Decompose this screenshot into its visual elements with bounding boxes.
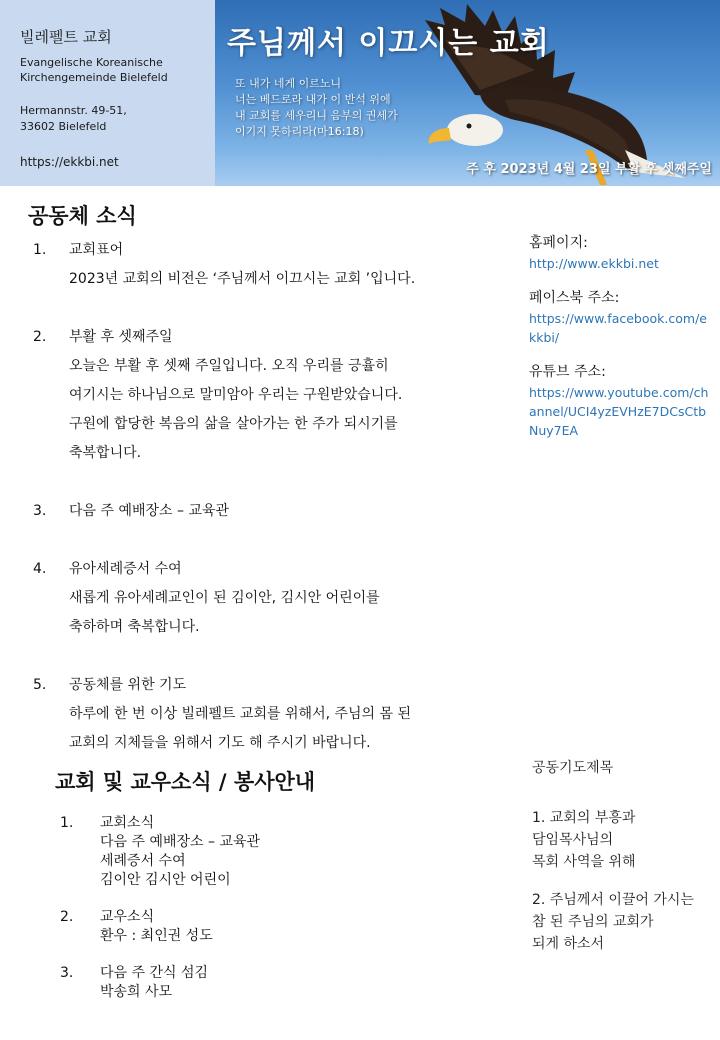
item-number: 1. bbox=[33, 242, 47, 258]
item-text: 교우소식 환우 : 최인권 성도 bbox=[100, 909, 213, 944]
homepage-link[interactable]: http://www.ekkbi.net bbox=[529, 256, 659, 271]
prayer-item: 2. 주님께서 이끌어 가시는 참 된 주님의 교회가 되게 하소서 bbox=[532, 892, 694, 952]
item-body: 새롭게 유아세례교인이 된 김이안, 김시안 어린이를 축하하며 축복합니다. bbox=[69, 590, 380, 635]
item-number: 1. bbox=[60, 815, 74, 831]
prayer-item: 1. 교회의 부흥과 담임목사님의 목회 사역을 위해 bbox=[532, 810, 636, 870]
item-number: 3. bbox=[33, 503, 47, 519]
item-text: 교회소식 다음 주 예배장소 – 교육관 세례증서 수여 김이안 김시안 어린이 bbox=[100, 815, 261, 888]
list-item bbox=[60, 964, 460, 1002]
prayer-requests bbox=[532, 757, 717, 971]
item-heading: 부활 후 셋째주일 bbox=[69, 329, 173, 345]
item-heading: 다음 주 예배장소 – 교육관 bbox=[69, 503, 230, 519]
list-item bbox=[60, 908, 460, 946]
list-item bbox=[60, 814, 460, 890]
item-number: 3. bbox=[60, 965, 74, 981]
homepage-label: 홈페이지: bbox=[529, 235, 588, 251]
church-address: Hermannstr. 49-51, 33602 Bielefeld bbox=[20, 104, 127, 133]
list-item bbox=[33, 236, 503, 294]
item-heading: 공동체를 위한 기도 bbox=[69, 677, 187, 693]
church-info-panel bbox=[0, 0, 215, 186]
prayer-title: 공동기도제목 bbox=[532, 760, 614, 776]
youtube-link[interactable]: https://www.youtube.com/channel/UCI4yzEVHzE7DCsCtbNuy7EA bbox=[529, 385, 709, 438]
church-german-name: Evangelische Koreanische Kirchengemeinde Bielefeld bbox=[20, 56, 168, 84]
banner-title: 주님께서 이끄시는 교회 bbox=[227, 26, 550, 61]
church-member-news-title: 교회 및 교우소식 / 봉사안내 bbox=[55, 770, 316, 794]
item-heading: 유아세례증서 수여 bbox=[69, 561, 182, 577]
list-item bbox=[33, 671, 503, 758]
community-news-list bbox=[33, 236, 503, 758]
item-number: 5. bbox=[33, 677, 47, 693]
church-member-news-list bbox=[60, 814, 460, 1020]
list-item bbox=[33, 497, 503, 526]
church-name: 빌레펠트 교회 bbox=[20, 28, 112, 46]
item-text: 다음 주 간식 섬김 박송희 사모 bbox=[100, 965, 209, 1000]
youtube-label: 유튜브 주소: bbox=[529, 364, 606, 380]
facebook-link-block bbox=[529, 287, 714, 347]
item-number: 2. bbox=[60, 909, 74, 925]
item-number: 2. bbox=[33, 329, 47, 345]
scripture-verse: 또 내가 네게 이르노니 너는 베드로라 내가 이 반석 위에 내 교회를 세우리니 음부의 권세가 이기지 못하리라(마16:18) bbox=[235, 77, 398, 138]
item-heading: 교회표어 bbox=[69, 242, 124, 258]
item-number: 4. bbox=[33, 561, 47, 577]
service-date: 주 후 2023년 4월 23일 부활 후 셋째주일 bbox=[466, 162, 712, 177]
youtube-link-block bbox=[529, 361, 714, 440]
church-website[interactable]: https://ekkbi.net bbox=[20, 155, 119, 169]
facebook-label: 페이스북 주소: bbox=[529, 290, 620, 306]
links-sidebar bbox=[529, 232, 714, 454]
list-item bbox=[33, 555, 503, 642]
community-news-title: 공동체 소식 bbox=[28, 204, 137, 228]
item-body: 2023년 교회의 비전은 ‘주님께서 이끄시는 교회 ’입니다. bbox=[69, 271, 416, 287]
list-item bbox=[33, 323, 503, 468]
item-body: 하루에 한 번 이상 빌레펠트 교회를 위해서, 주님의 몸 된 교회의 지체들을 위해서 기도 해 주시기 바랍니다. bbox=[69, 706, 412, 751]
facebook-link[interactable]: https://www.facebook.com/ekkbi/ bbox=[529, 311, 707, 345]
homepage-link-block bbox=[529, 232, 714, 273]
header-banner bbox=[215, 0, 720, 186]
item-body: 오늘은 부활 후 셋째 주일입니다. 오직 우리를 긍휼히 여기시는 하나님으로 말미암아 우리는 구원받았습니다. 구원에 합당한 복음의 삶을 살아가는 한 주가 되시기를 축복합니다. bbox=[69, 358, 403, 461]
